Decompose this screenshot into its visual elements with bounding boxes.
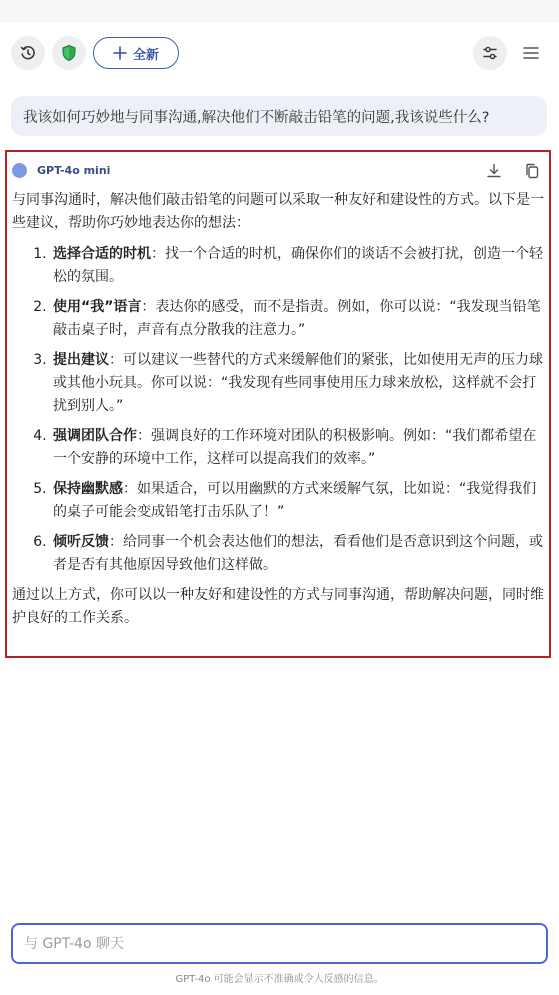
item-text: ：给同事一个机会表达他们的想法，看看他们是否意识到这个问题，或者是否有其他原因导致他们这样做。 bbox=[53, 534, 543, 573]
list-item bbox=[51, 349, 546, 418]
list-item bbox=[51, 478, 546, 524]
item-text: ：找一个合适的时机，确保你们的谈话不会被打扰，创造一个轻松的氛围。 bbox=[53, 246, 543, 285]
menu-icon[interactable] bbox=[520, 42, 542, 64]
item-title: 倾听反馈 bbox=[53, 534, 109, 550]
model-name: GPT-4o mini bbox=[37, 163, 111, 177]
item-text: ：表达你的感受，而不是指责。例如，你可以说：“我发现当铅笔敲击桌子时，声音有点分散我的注意力。” bbox=[53, 299, 541, 338]
list-item bbox=[51, 243, 546, 289]
history-icon bbox=[19, 44, 37, 62]
item-text: ：可以建议一些替代的方式来缓解他们的紧张，比如使用无声的压力球或其他小玩具。你可以说：“我发现有些同事使用压力球来放松，这样就不会打扰到别人。” bbox=[53, 352, 543, 414]
history-button[interactable] bbox=[11, 36, 45, 70]
download-icon[interactable] bbox=[485, 162, 503, 180]
response-intro: 与同事沟通时，解决他们敲击铅笔的问题可以采取一种友好和建设性的方式。以下是一些建议，帮助你巧妙地表达你的想法： bbox=[12, 192, 544, 231]
new-chat-label: 全新 bbox=[132, 47, 159, 63]
privacy-button[interactable] bbox=[52, 36, 86, 70]
chat-input[interactable] bbox=[13, 925, 546, 962]
model-avatar bbox=[12, 163, 27, 178]
new-chat-button[interactable] bbox=[93, 37, 179, 69]
top-strip bbox=[0, 0, 559, 22]
item-title: 强调团队合作 bbox=[53, 428, 137, 444]
list-item bbox=[51, 425, 546, 471]
shield-icon bbox=[60, 44, 78, 62]
model-header bbox=[12, 162, 110, 178]
plus-icon bbox=[113, 46, 127, 60]
disclaimer-text: GPT-4o 可能会显示不准确或令人反感的信息。 bbox=[175, 974, 384, 985]
item-title: 保持幽默感 bbox=[53, 481, 123, 497]
copy-icon[interactable] bbox=[523, 162, 541, 180]
settings-button[interactable] bbox=[473, 36, 507, 70]
item-title: 提出建议 bbox=[53, 352, 109, 368]
sliders-icon bbox=[481, 44, 499, 62]
suggestion-list bbox=[12, 243, 546, 577]
list-item bbox=[51, 531, 546, 577]
item-text: ：如果适合，可以用幽默的方式来缓解气氛，比如说：“我觉得我们的桌子可能会变成铅笔打击乐队了！” bbox=[53, 481, 537, 520]
top-toolbar bbox=[0, 32, 559, 76]
response-content bbox=[12, 189, 546, 630]
item-title: 使用“我”语言 bbox=[53, 299, 142, 315]
item-text: ：强调良好的工作环境对团队的积极影响。例如：“我们都希望在一个安静的环境中工作，这样可以提高我们的效率。” bbox=[53, 428, 537, 467]
user-message: 我该如何巧妙地与同事沟通,解决他们不断敲击铅笔的问题,我该说些什么? bbox=[11, 96, 547, 136]
item-title: 选择合适的时机 bbox=[53, 246, 151, 262]
list-item bbox=[51, 296, 546, 342]
chat-input-box bbox=[11, 923, 548, 964]
response-outro: 通过以上方式，你可以以一种友好和建设性的方式与同事沟通，帮助解决问题，同时维护良好的工作关系。 bbox=[12, 587, 544, 626]
assistant-response bbox=[5, 150, 551, 658]
